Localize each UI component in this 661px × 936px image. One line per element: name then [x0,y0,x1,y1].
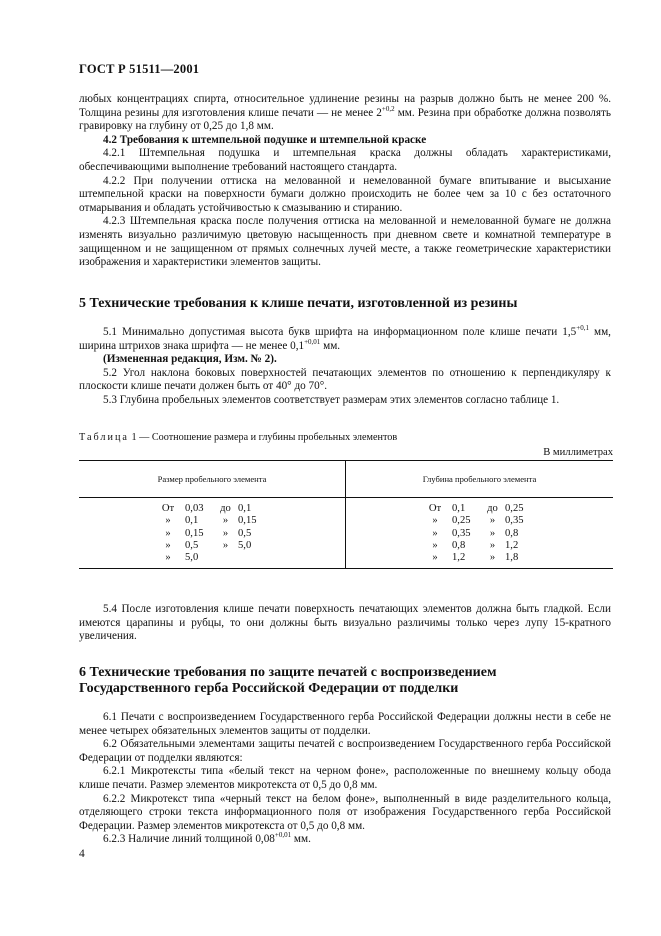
paragraph-4-2-1: 4.2.1 Штемпельная подушка и штемпельная краска должны обладать характеристиками, обеспечивающими выполнение требований настоящего стандарта. [79,147,611,173]
range-prefix: » [165,539,171,551]
paragraph-5-4-block [79,603,611,644]
range-to: 1,2 [505,539,519,551]
range-row [346,552,613,564]
paragraph-6-2: 6.2 Обязательными элементами защиты печатей с воспроизведением Государственного герба Российской Федерации от подделки являются: [79,738,611,764]
table-1-caption: Таблица 1 — Соотношение размера и глубины пробельных элементов [79,432,398,443]
row-indent [79,540,151,552]
range-prefix: » [165,552,171,564]
depth-ranges [346,503,613,564]
range-from: 0,25 [452,515,471,527]
range-sep: » [489,527,496,539]
range-to [238,552,345,564]
range-prefix: От [428,503,442,514]
subsection-4-2-heading: 4.2 Требования к штемпельной подушке и штемпельной краске [103,133,427,146]
range-to: 0,35 [505,515,524,527]
range-to: 1,8 [505,552,519,564]
range-row [346,540,613,552]
paragraph-6-2-1: 6.2.1 Микротексты типа «белый текст на черном фоне», расположенные по внешнему кольцу обода клише печати. Размер элементов микротекста от 0,5 до 0,8 мм. [79,765,611,791]
section-6-body [79,711,611,847]
page-number: 4 [79,848,85,860]
table-1-col2-header: Глубина пробельного элемента [346,461,614,498]
range-from: 0,03 [185,503,204,514]
range-to: 0,1 [238,503,252,514]
range-prefix: » [432,552,438,564]
range-row [346,503,613,515]
range-from: 0,15 [185,527,204,539]
range-prefix: » [432,515,438,527]
range-prefix: » [432,527,438,539]
row-indent [346,515,418,527]
range-row [79,528,345,540]
range-sep: до [220,503,231,514]
range-from: 0,5 [185,539,199,551]
range-to: 0,5 [238,527,252,539]
section-6-title [79,665,611,697]
row-indent [346,540,418,552]
range-from: 0,35 [452,527,471,539]
range-prefix: » [432,539,438,551]
range-from: 0,1 [452,503,466,514]
paragraph-6-2-2: 6.2.2 Микротекст типа «черный текст на белом фоне», выполненный в виде разделительного кольца, отделяющего строки текста информационного поля от изображения Государственного герба Российской Федерации. Размер элементов микротекста от 0,5 до 0,8 мм. [79,792,611,832]
paragraph-5-1: 5.1 Минимально допустимая высота букв шрифта на информационном поле клише печати $1,5^{+0,1}$ мм, ширина штрихов знака шрифта — не менее $0,1^{+0,01}$ мм. [79,324,611,352]
range-prefix: » [165,527,171,539]
table-1-col1-header: Размер пробельного элемента [79,461,346,498]
paragraph-4-1-continued: любых концентрациях спирта, относительное удлинение резины на разрыв должно быть не менее 200 %. Толщина резины для изготовления клише печати — не менее $2^{+0,2}$ мм. Резина при обработке должна позволять гравировку на глубину от 0,25 до 1,8 мм. [79,93,611,133]
row-indent [346,503,418,515]
section-6-title-line-2: Государственного герба Российской Федерации от подделки [79,681,459,696]
section-6-title-line-1: 6 Технические требования по защите печатей с воспроизведением [79,665,497,680]
row-indent [79,528,151,540]
range-row [79,515,345,527]
paragraph-5-3: 5.3 Глубина пробельных элементов соответствует размерам этих элементов согласно таблице 1. [103,393,560,406]
amendment-note: (Измененная редакция, Изм. № 2). [103,353,277,366]
range-prefix: » [165,515,171,527]
range-to: 0,8 [505,527,519,539]
row-indent [79,552,151,564]
table-1 [79,460,613,569]
range-to: 0,25 [505,503,524,514]
range-row [346,528,613,540]
range-from: 0,8 [452,539,466,551]
row-indent [346,528,418,540]
range-sep: » [222,515,229,527]
row-indent [79,503,151,515]
range-from: 5,0 [185,552,199,564]
section-5-body [79,326,611,408]
paragraph-6-1: 6.1 Печати с воспроизведением Государственного герба Российской Федерации должны нести в себе не менее четырех обязательных элементов защиты от подделки. [79,711,611,737]
range-sep: » [489,552,496,564]
range-from: 1,2 [452,552,466,564]
range-sep: » [489,515,496,527]
range-sep: » [222,539,229,551]
table-1-col1-cell [79,498,346,569]
paragraph-5-2: 5.2 Угол наклона боковых поверхностей печатающих элементов по отношению к перпендикуляру к плоскости клише печати должен быть от 40° до 70°. [79,366,611,393]
range-prefix: От [161,503,175,514]
range-row [79,540,345,552]
range-sep: » [222,527,229,539]
table-1-units: В миллиметрах [543,447,613,458]
row-indent [79,515,151,527]
range-sep: » [489,539,496,551]
paragraph-6-2-3: 6.2.3 Наличие линий толщиной $0,08^{+0,01}$ мм. [103,831,311,846]
section-5-title: 5 Технические требования к клише печати, изготовленной из резины [79,296,518,311]
paragraph-5-4: 5.4 После изготовления клише печати поверхность печатающих элементов должна быть гладкой. Если имеются царапины и рубцы, то они должны быть визуально различимы только через лупу 15-кратного увеличения. [79,603,611,643]
range-sep: до [487,503,498,514]
range-row [79,552,345,564]
paragraph-4-2-2: 4.2.2 При получении оттиска на мелованной и немелованной бумаге впитывание и высыхание штемпельной краски на поверхности бумаги должно происходить не более чем за 10 с без остаточного отмарывания и обладать устойчивостью к смазыванию и стиранию. [79,174,611,214]
requirements-4-block [79,93,611,270]
range-sep [213,552,238,564]
document-header: ГОСТ Р 51511—2001 [79,62,200,76]
range-row [346,515,613,527]
range-row [79,503,345,515]
range-from: 0,1 [185,515,199,527]
row-indent [346,552,418,564]
size-ranges [79,503,345,564]
paragraph-4-2-3: 4.2.3 Штемпельная краска после получения оттиска на мелованной и немелованной бумаге не должна изменять визуально различимую цветовую насыщенность при дневном свете и комнатной температуре в защищенном и не защищенном от прямых солнечных лучей месте, а также геометрические характеристики изображения и характеристики элементов защиты. [79,215,611,269]
table-1-col2-cell [346,498,614,569]
range-to: 5,0 [238,539,252,551]
range-to: 0,15 [238,515,257,527]
